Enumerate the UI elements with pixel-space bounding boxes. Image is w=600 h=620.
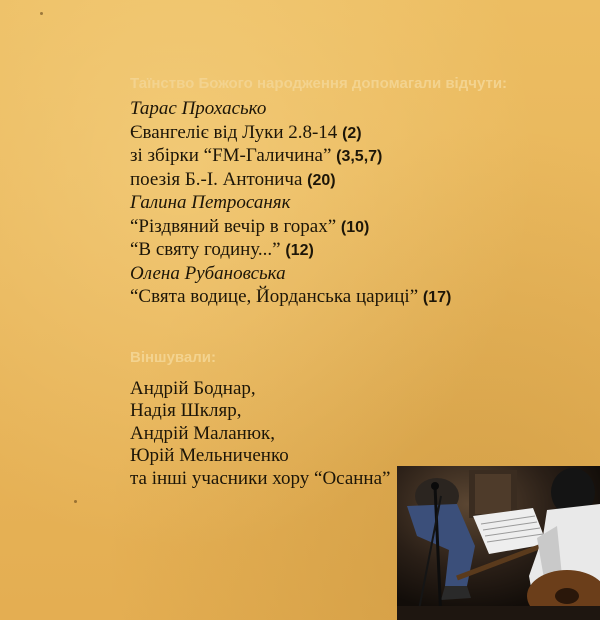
credit-text: поезія Б.-І. Антонича <box>130 168 308 190</box>
credit-text: Євангеліє від Луки 2.8-14 <box>130 121 343 143</box>
credit-line <box>130 286 570 310</box>
credit-text: Тарас Прохасько <box>130 98 267 119</box>
credit-text: Галина Петросаняк <box>130 192 291 213</box>
greeted-name: та інші учасники хору “Осанна” <box>130 467 391 489</box>
print-speck <box>74 500 77 503</box>
credit-line <box>130 169 570 193</box>
credit-line <box>130 192 570 216</box>
greeted-heading: Віншували: <box>130 348 217 366</box>
credits-content <box>130 74 570 490</box>
credit-line <box>130 263 570 287</box>
track-ref: (3,5,7) <box>336 148 383 165</box>
credit-line <box>130 216 570 240</box>
credit-line <box>130 122 570 146</box>
track-ref: (20) <box>307 171 336 189</box>
track-ref: (12) <box>285 242 314 259</box>
credits-heading: Таїнство Божого народження допомагали відчути: <box>130 75 508 92</box>
credit-text: “В святу годину...” <box>130 239 286 260</box>
greeted-name: Андрій Маланюк, <box>130 422 276 444</box>
credit-line <box>130 98 570 122</box>
track-ref: (10) <box>340 218 370 236</box>
credit-text: Олена Рубановська <box>130 262 286 284</box>
greeted-name: Андрій Боднар, <box>130 377 256 399</box>
greeted-name: Юрій Мельниченко <box>130 445 289 466</box>
choir-photo <box>397 466 600 620</box>
credit-line <box>130 145 570 169</box>
track-ref: (17) <box>422 289 452 306</box>
credit-text: зі збірки “FM-Галичина” <box>130 145 337 166</box>
print-speck <box>40 12 43 15</box>
credit-text: “Свята водице, Йорданська цариці” <box>130 286 423 307</box>
credit-line <box>130 239 570 263</box>
credits-list <box>130 98 570 310</box>
track-ref: (2) <box>342 124 362 142</box>
credit-text: “Різдвяний вечір в горах” <box>130 215 341 237</box>
greeted-name: Надія Шкляр, <box>130 400 242 421</box>
